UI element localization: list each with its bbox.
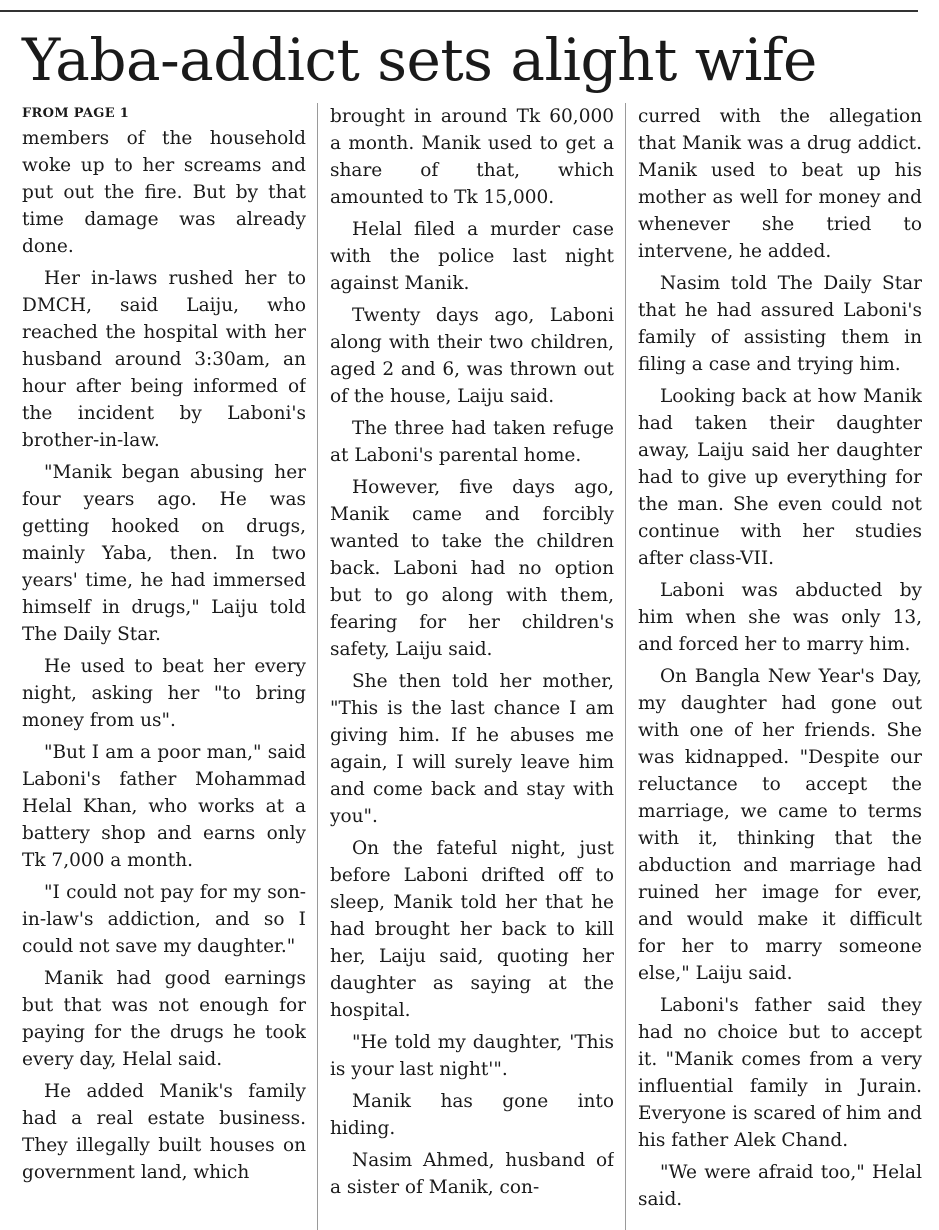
paragraph: However, five days ago, Manik came and forcibly wanted to take the children back. Laboni had no option but to go along with them, fearing for her children's safety, Laiju said. <box>330 477 614 660</box>
column-1 <box>22 103 306 1230</box>
paragraph: On Bangla New Year's Day, my daughter had gone out with one of her friends. She was kidnapped. "Despite our reluctance to accept the marriage, we came to terms with it, thinking that the abduction and marriage had ruined her image for ever, and would make it difficult for her to marry someone else," Laiju said. <box>638 666 922 984</box>
paragraph: Laboni was abducted by him when she was only 13, and forced her to marry him. <box>638 580 922 655</box>
paragraph: Nasim told The Daily Star that he had assured Laboni's family of assisting them in filing a case and trying him. <box>638 273 922 375</box>
paragraph: "I could not pay for my son-in-law's addiction, and so I could not save my daughter." <box>22 882 306 957</box>
column-2 <box>330 103 614 1230</box>
paragraph: On the fateful night, just before Laboni drifted off to sleep, Manik told her that he had brought her back to kill her, Laiju said, quoting her daughter as saying at the hospital. <box>330 838 614 1021</box>
kicker: FROM PAGE 1 <box>22 106 130 121</box>
paragraph: Twenty days ago, Laboni along with their two children, aged 2 and 6, was thrown out of the house, Laiju said. <box>330 305 614 407</box>
paragraph: "He told my daughter, 'This is your last night'". <box>330 1032 614 1080</box>
paragraph: brought in around Tk 60,000 a month. Manik used to get a share of that, which amounted to Tk 15,000. <box>330 106 614 208</box>
paragraph: "Manik began abusing her four years ago. He was getting hooked on drugs, mainly Yaba, then. In two years' time, he had immersed himself in drugs," Laiju told The Daily Star. <box>22 462 306 645</box>
paragraph: "But I am a poor man," said Laboni's father Mohammad Helal Khan, who works at a battery shop and earns only Tk 7,000 a month. <box>22 742 306 871</box>
paragraph: Helal filed a murder case with the police last night against Manik. <box>330 219 614 294</box>
paragraph: members of the household woke up to her screams and put out the fire. But by that time damage was already done. <box>22 128 306 257</box>
paragraph: The three had taken refuge at Laboni's parental home. <box>330 418 614 466</box>
headline: Yaba-addict sets alight wife <box>22 26 817 94</box>
column-3 <box>638 103 922 1230</box>
paragraph: Manik has gone into hiding. <box>330 1091 614 1139</box>
paragraph: Manik had good earnings but that was not enough for paying for the drugs he took every day, Helal said. <box>22 968 306 1070</box>
paragraph: Laboni's father said they had no choice but to accept it. "Manik comes from a very influential family in Jurain. Everyone is scared of him and his father Alek Chand. <box>638 995 922 1151</box>
article-body <box>22 103 922 1230</box>
paragraph: curred with the allegation that Manik was a drug addict. Manik used to beat up his mother as well for money and whenever she tried to intervene, he added. <box>638 106 922 262</box>
paragraph: He added Manik's family had a real estate business. They illegally built houses on government land, which <box>22 1081 306 1183</box>
paragraph: "We were afraid too," Helal said. <box>638 1162 922 1210</box>
top-rule <box>0 10 918 12</box>
paragraph: Her in-laws rushed her to DMCH, said Laiju, who reached the hospital with her husband around 3:30am, an hour after being informed of the incident by Laboni's brother-in-law. <box>22 268 306 451</box>
paragraph: Looking back at how Manik had taken their daughter away, Laiju said her daughter had to give up everything for the man. She even could not continue with her studies after class-VII. <box>638 386 922 569</box>
paragraph: He used to beat her every night, asking her "to bring money from us". <box>22 656 306 731</box>
paragraph: Nasim Ahmed, husband of a sister of Manik, con- <box>330 1150 614 1198</box>
paragraph: She then told her mother, "This is the last chance I am giving him. If he abuses me again, I will surely leave him and come back and stay with you". <box>330 671 614 827</box>
